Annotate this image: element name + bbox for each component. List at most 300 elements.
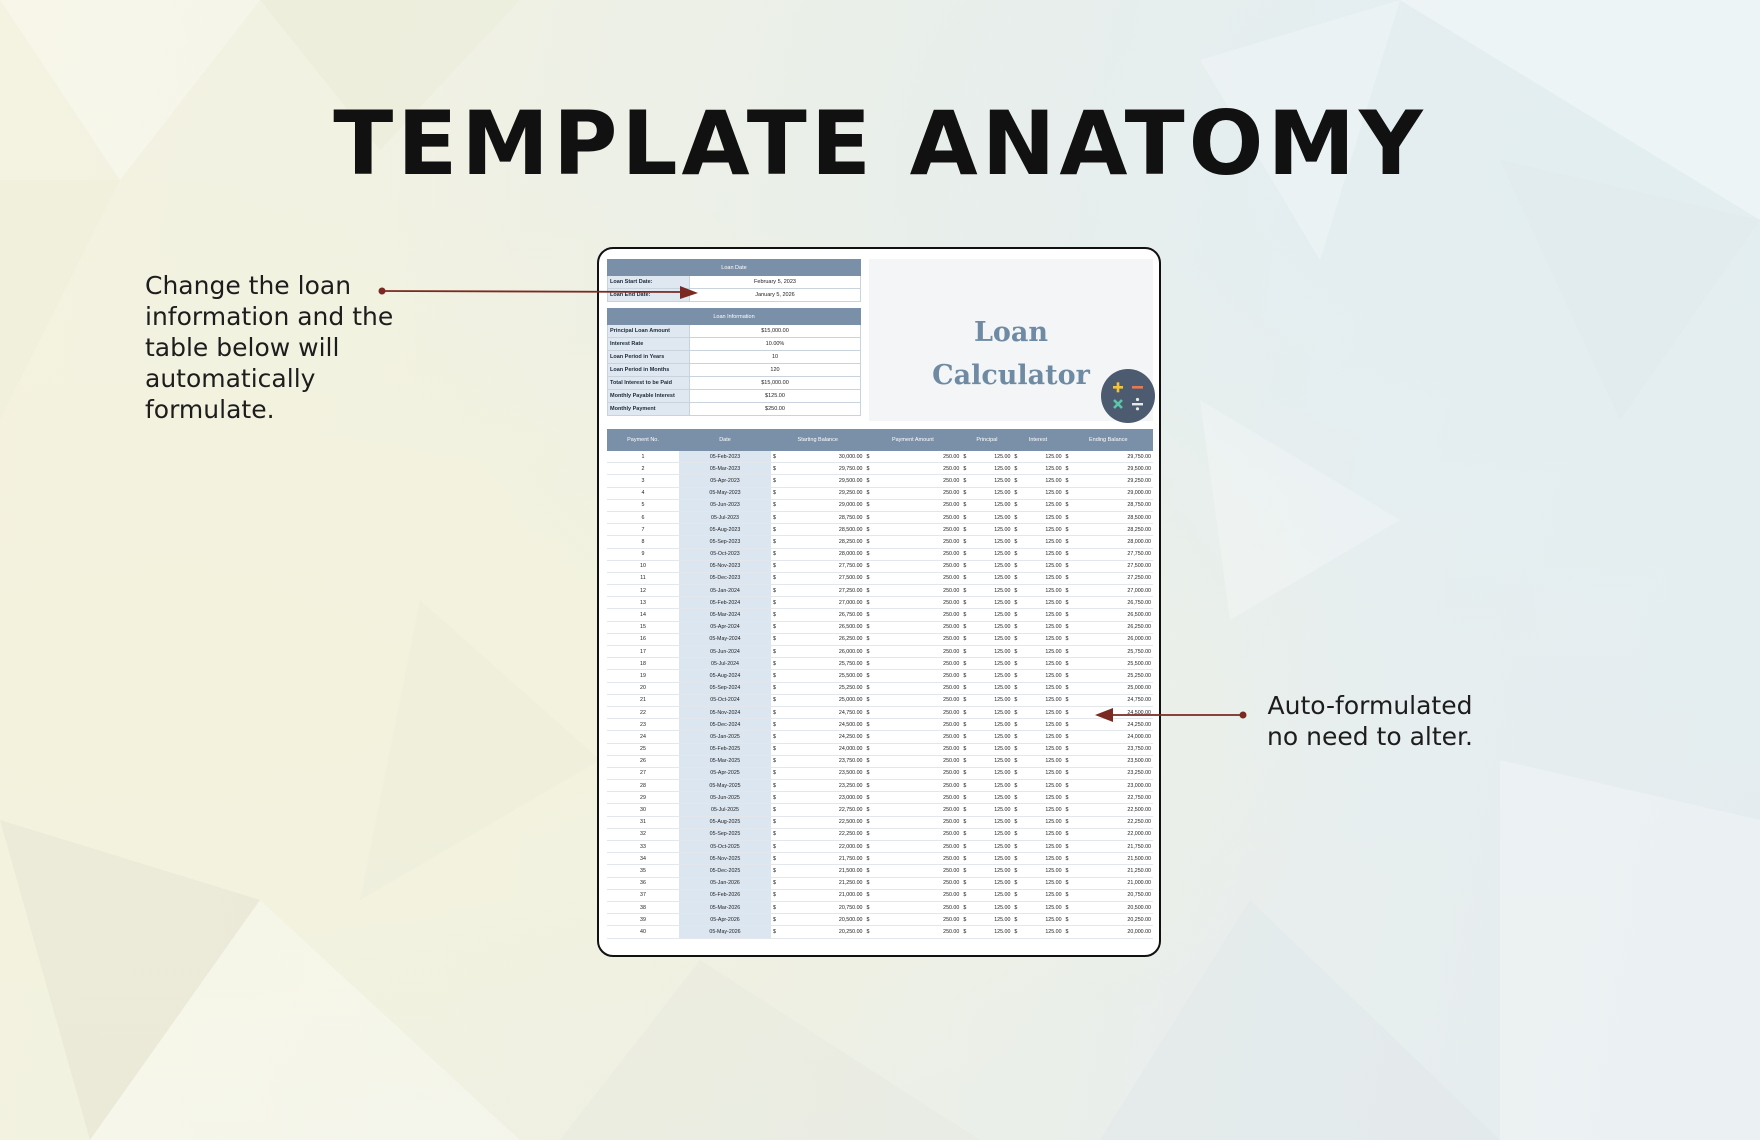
cell-value: 05-Feb-2023	[709, 453, 741, 460]
schedule-cell	[679, 548, 771, 560]
cell-value: 34	[640, 855, 646, 862]
currency-symbol: $	[866, 770, 870, 777]
cell-value: 125.00	[994, 709, 1011, 716]
cell-value: 23,250.00	[838, 782, 863, 789]
schedule-cell	[607, 524, 679, 536]
loan-info-label: Loan Period in Years	[608, 351, 690, 364]
schedule-cell	[864, 767, 961, 779]
schedule-cell	[1012, 719, 1063, 731]
schedule-cell	[1012, 621, 1063, 633]
currency-symbol: $	[963, 685, 967, 692]
schedule-cell	[1012, 804, 1063, 816]
cell-value: 250.00	[943, 538, 960, 545]
schedule-cell	[771, 633, 864, 645]
cell-value: 20,500.00	[1127, 904, 1151, 911]
currency-symbol: $	[963, 453, 967, 460]
schedule-cell	[771, 816, 864, 828]
currency-symbol: $	[866, 624, 870, 631]
currency-symbol: $	[963, 746, 967, 753]
cell-value: 22,750.00	[1127, 794, 1151, 801]
loan-info-value[interactable]: $15,000.00	[690, 377, 861, 390]
schedule-cell	[679, 706, 771, 718]
cell-value: 125.00	[994, 599, 1011, 606]
schedule-cell	[1012, 755, 1063, 767]
schedule-cell	[679, 597, 771, 609]
schedule-cell	[679, 780, 771, 792]
cell-value: 23,250.00	[1127, 770, 1151, 777]
schedule-cell	[864, 731, 961, 743]
schedule-cell	[607, 767, 679, 779]
cell-value: 250.00	[943, 636, 960, 643]
cell-value: 25,500.00	[838, 672, 863, 679]
currency-symbol: $	[866, 599, 870, 606]
schedule-cell	[961, 926, 1012, 938]
cell-value: 29,750.00	[838, 465, 863, 472]
schedule-cell	[1012, 926, 1063, 938]
schedule-cell	[1064, 853, 1153, 865]
loan-date-table	[607, 259, 861, 302]
cell-value: 13	[640, 599, 646, 606]
schedule-row	[607, 743, 1153, 755]
schedule-row	[607, 463, 1153, 475]
currency-symbol: $	[773, 867, 776, 874]
schedule-cell	[607, 548, 679, 560]
currency-symbol: $	[1014, 660, 1018, 667]
schedule-row	[607, 499, 1153, 511]
currency-symbol: $	[1065, 831, 1069, 838]
currency-symbol: $	[963, 867, 967, 874]
cell-value: 125.00	[994, 685, 1011, 692]
currency-symbol: $	[963, 636, 967, 643]
schedule-cell	[607, 816, 679, 828]
cell-value: 22,250.00	[838, 831, 863, 838]
schedule-row	[607, 572, 1153, 584]
cell-value: 24	[640, 733, 646, 740]
cell-value: 23,500.00	[1127, 758, 1151, 765]
cell-value: 33	[640, 843, 646, 850]
cell-value: 26,500.00	[838, 624, 863, 631]
currency-symbol: $	[773, 514, 776, 521]
schedule-cell	[679, 828, 771, 840]
cell-value: 05-Dec-2025	[709, 867, 741, 874]
schedule-row	[607, 658, 1153, 670]
currency-symbol: $	[963, 721, 967, 728]
schedule-cell	[679, 901, 771, 913]
cell-value: 125.00	[994, 502, 1011, 509]
cell-value: 29,750.00	[1127, 453, 1151, 460]
cell-value: 28,000.00	[838, 551, 863, 558]
cell-value: 125.00	[1045, 538, 1062, 545]
cell-value: 5	[641, 502, 645, 509]
currency-symbol: $	[1014, 819, 1018, 826]
loan-start-value[interactable]: February 5, 2023	[690, 276, 861, 289]
currency-symbol: $	[1065, 746, 1069, 753]
schedule-cell	[679, 646, 771, 658]
cell-value: 250.00	[943, 843, 960, 850]
schedule-cell	[679, 487, 771, 499]
schedule-cell	[961, 524, 1012, 536]
cell-value: 05-May-2024	[709, 636, 741, 643]
currency-symbol: $	[963, 465, 967, 472]
schedule-row	[607, 841, 1153, 853]
schedule-cell	[679, 731, 771, 743]
cell-value: 20,250.00	[1127, 916, 1151, 923]
cell-value: 25,000.00	[1127, 685, 1151, 692]
schedule-cell	[864, 499, 961, 511]
schedule-cell	[961, 499, 1012, 511]
schedule-cell	[1064, 694, 1153, 706]
currency-symbol: $	[963, 551, 967, 558]
cell-value: 26,250.00	[838, 636, 863, 643]
cell-value: 25,250.00	[1127, 672, 1151, 679]
cell-value: 22,250.00	[1127, 819, 1151, 826]
schedule-cell	[1012, 451, 1063, 463]
schedule-cell	[961, 670, 1012, 682]
schedule-cell	[607, 926, 679, 938]
cell-value: 21,000.00	[838, 892, 863, 899]
schedule-row	[607, 560, 1153, 572]
cell-value: 20,750.00	[838, 904, 863, 911]
schedule-cell	[771, 560, 864, 572]
currency-symbol: $	[866, 465, 870, 472]
currency-symbol: $	[1065, 709, 1069, 716]
schedule-cell	[1012, 597, 1063, 609]
schedule-cell	[864, 694, 961, 706]
schedule-cell	[679, 609, 771, 621]
cell-value: 27,250.00	[1127, 575, 1151, 582]
schedule-cell	[1064, 780, 1153, 792]
cell-value: 125.00	[994, 672, 1011, 679]
currency-symbol: $	[866, 563, 870, 570]
currency-symbol: $	[1014, 526, 1018, 533]
schedule-cell	[679, 816, 771, 828]
currency-symbol: $	[773, 587, 776, 594]
schedule-cell	[607, 609, 679, 621]
currency-symbol: $	[1014, 624, 1018, 631]
cell-value: 125.00	[994, 453, 1011, 460]
currency-symbol: $	[963, 514, 967, 521]
schedule-cell	[1064, 706, 1153, 718]
schedule-cell	[607, 451, 679, 463]
schedule-cell	[679, 877, 771, 889]
cell-value: 05-Nov-2024	[709, 709, 741, 716]
currency-symbol: $	[1065, 563, 1069, 570]
currency-symbol: $	[1014, 648, 1018, 655]
cell-value: 125.00	[994, 892, 1011, 899]
cell-value: 37	[640, 892, 646, 899]
currency-symbol: $	[1014, 916, 1018, 923]
schedule-cell	[607, 646, 679, 658]
currency-symbol: $	[866, 758, 870, 765]
currency-symbol: $	[773, 612, 776, 619]
currency-symbol: $	[1014, 465, 1018, 472]
cell-value: 28,500.00	[1127, 514, 1151, 521]
currency-symbol: $	[963, 819, 967, 826]
cell-value: 05-Apr-2023	[710, 477, 740, 484]
cell-value: 12	[640, 587, 646, 594]
cell-value: 250.00	[943, 697, 960, 704]
currency-symbol: $	[1014, 733, 1018, 740]
schedule-cell	[864, 621, 961, 633]
schedule-cell	[607, 633, 679, 645]
schedule-cell	[961, 609, 1012, 621]
cell-value: 16	[640, 636, 646, 643]
schedule-cell	[1064, 901, 1153, 913]
schedule-cell	[771, 487, 864, 499]
schedule-cell	[961, 560, 1012, 572]
loan-info-value[interactable]: $125.00	[690, 390, 861, 403]
schedule-row	[607, 597, 1153, 609]
schedule-cell	[771, 755, 864, 767]
currency-symbol: $	[866, 794, 870, 801]
currency-symbol: $	[773, 904, 776, 911]
schedule-row	[607, 511, 1153, 523]
cell-value: 22,000.00	[838, 843, 863, 850]
schedule-cell	[1064, 841, 1153, 853]
currency-symbol: $	[963, 892, 967, 899]
cell-value: 05-Jul-2024	[711, 660, 739, 667]
schedule-cell	[864, 597, 961, 609]
cell-value: 30	[640, 807, 646, 814]
cell-value: 05-May-2026	[709, 928, 741, 935]
currency-symbol: $	[963, 612, 967, 619]
schedule-cell	[1012, 706, 1063, 718]
schedule-cell	[1012, 865, 1063, 877]
cell-value: 125.00	[994, 514, 1011, 521]
cell-value: 250.00	[943, 685, 960, 692]
loan-info-value[interactable]: $250.00	[690, 403, 861, 416]
cell-value: 125.00	[1045, 514, 1062, 521]
currency-symbol: $	[963, 770, 967, 777]
schedule-cell	[961, 463, 1012, 475]
cell-value: 125.00	[1045, 916, 1062, 923]
schedule-cell	[1064, 633, 1153, 645]
cell-value: 250.00	[943, 770, 960, 777]
currency-symbol: $	[1014, 685, 1018, 692]
cell-value: 27,750.00	[838, 563, 863, 570]
currency-symbol: $	[1065, 855, 1069, 862]
schedule-cell	[1012, 853, 1063, 865]
currency-symbol: $	[773, 648, 776, 655]
currency-symbol: $	[1014, 697, 1018, 704]
cell-value: 125.00	[1045, 660, 1062, 667]
schedule-cell	[1064, 609, 1153, 621]
cell-value: 24,250.00	[838, 733, 863, 740]
currency-symbol: $	[1065, 538, 1069, 545]
schedule-cell	[961, 841, 1012, 853]
cell-value: 20,000.00	[1127, 928, 1151, 935]
currency-symbol: $	[1065, 904, 1069, 911]
currency-symbol: $	[1065, 794, 1069, 801]
schedule-cell	[1012, 780, 1063, 792]
currency-symbol: $	[1014, 551, 1018, 558]
schedule-cell	[961, 901, 1012, 913]
currency-symbol: $	[963, 624, 967, 631]
cell-value: 125.00	[1045, 831, 1062, 838]
cell-value: 05-Dec-2024	[709, 721, 741, 728]
loan-end-label: Loan End Date:	[608, 289, 690, 302]
schedule-cell	[771, 889, 864, 901]
schedule-cell	[961, 804, 1012, 816]
cell-value: 125.00	[1045, 587, 1062, 594]
cell-value: 25,500.00	[1127, 660, 1151, 667]
cell-value: 28,000.00	[1127, 538, 1151, 545]
cell-value: 250.00	[943, 904, 960, 911]
cell-value: 05-Dec-2023	[709, 575, 741, 582]
schedule-cell	[771, 828, 864, 840]
schedule-cell	[864, 463, 961, 475]
schedule-cell	[1064, 731, 1153, 743]
cell-value: 29,250.00	[1127, 477, 1151, 484]
cell-value: 250.00	[943, 831, 960, 838]
currency-symbol: $	[1014, 880, 1018, 887]
currency-symbol: $	[773, 770, 776, 777]
currency-symbol: $	[773, 758, 776, 765]
schedule-cell	[771, 548, 864, 560]
cell-value: 250.00	[943, 928, 960, 935]
currency-symbol: $	[1065, 587, 1069, 594]
cell-value: 30,000.00	[838, 453, 863, 460]
cell-value: 125.00	[1045, 599, 1062, 606]
cell-value: 125.00	[1045, 502, 1062, 509]
schedule-row	[607, 926, 1153, 938]
cell-value: 125.00	[994, 648, 1011, 655]
cell-value: 24,750.00	[1127, 697, 1151, 704]
currency-symbol: $	[866, 831, 870, 838]
cell-value: 125.00	[994, 880, 1011, 887]
cell-value: 05-Sep-2025	[709, 831, 741, 838]
cell-value: 250.00	[943, 672, 960, 679]
loan-info-value[interactable]: 10.00%	[690, 338, 861, 351]
loan-info-value[interactable]: $15,000.00	[690, 325, 861, 338]
cell-value: 125.00	[1045, 807, 1062, 814]
schedule-cell	[864, 816, 961, 828]
sheet-header-area	[607, 259, 1153, 421]
schedule-row	[607, 706, 1153, 718]
schedule-cell	[1012, 511, 1063, 523]
schedule-cell	[607, 914, 679, 926]
schedule-cell	[961, 865, 1012, 877]
currency-symbol: $	[773, 880, 776, 887]
currency-symbol: $	[773, 916, 776, 923]
cell-value: 125.00	[1045, 892, 1062, 899]
cell-value: 40	[640, 928, 646, 935]
currency-symbol: $	[1014, 855, 1018, 862]
cell-value: 22	[640, 709, 646, 716]
currency-symbol: $	[1014, 575, 1018, 582]
schedule-cell	[1012, 743, 1063, 755]
schedule-cell	[961, 719, 1012, 731]
loan-calculator-sheet	[607, 259, 1153, 939]
schedule-cell	[771, 646, 864, 658]
cell-value: 28,750.00	[838, 514, 863, 521]
cell-value: 125.00	[994, 770, 1011, 777]
schedule-row	[607, 475, 1153, 487]
cell-value: 250.00	[943, 648, 960, 655]
cell-value: 31	[640, 819, 646, 826]
schedule-cell	[607, 572, 679, 584]
schedule-cell	[864, 524, 961, 536]
schedule-cell	[864, 585, 961, 597]
schedule-cell	[607, 792, 679, 804]
cell-value: 27,000.00	[1127, 587, 1151, 594]
currency-symbol: $	[866, 587, 870, 594]
cell-value: 125.00	[994, 660, 1011, 667]
currency-symbol: $	[773, 807, 776, 814]
currency-symbol: $	[866, 612, 870, 619]
cell-value: 250.00	[943, 746, 960, 753]
schedule-row	[607, 731, 1153, 743]
cell-value: 125.00	[1045, 819, 1062, 826]
cell-value: 36	[640, 880, 646, 887]
cell-value: 15	[640, 624, 646, 631]
schedule-cell	[961, 451, 1012, 463]
schedule-cell	[1064, 926, 1153, 938]
loan-info-value[interactable]: 120	[690, 364, 861, 377]
schedule-cell	[1064, 536, 1153, 548]
cell-value: 125.00	[1045, 636, 1062, 643]
currency-symbol: $	[1065, 502, 1069, 509]
currency-symbol: $	[1065, 758, 1069, 765]
currency-symbol: $	[866, 782, 870, 789]
schedule-cell	[771, 511, 864, 523]
currency-symbol: $	[1065, 465, 1069, 472]
cell-value: 05-Oct-2025	[710, 843, 740, 850]
schedule-cell	[679, 585, 771, 597]
currency-symbol: $	[1014, 563, 1018, 570]
schedule-cell	[1012, 463, 1063, 475]
schedule-cell	[771, 694, 864, 706]
schedule-cell	[1064, 889, 1153, 901]
schedule-cell	[1012, 609, 1063, 621]
cell-value: 28	[640, 782, 646, 789]
schedule-cell	[679, 719, 771, 731]
col-principal: Principal	[961, 429, 1012, 451]
cell-value: 125.00	[1045, 709, 1062, 716]
cell-value: 125.00	[994, 551, 1011, 558]
schedule-cell	[679, 560, 771, 572]
currency-symbol: $	[866, 477, 870, 484]
cell-value: 21,750.00	[838, 855, 863, 862]
cell-value: 25,250.00	[838, 685, 863, 692]
schedule-cell	[1064, 646, 1153, 658]
currency-symbol: $	[963, 916, 967, 923]
loan-end-value[interactable]: January 5, 2026	[690, 289, 861, 302]
cell-value: 11	[640, 575, 646, 582]
loan-info-value[interactable]: 10	[690, 351, 861, 364]
cell-value: 35	[640, 867, 646, 874]
cell-value: 250.00	[943, 477, 960, 484]
schedule-cell	[961, 475, 1012, 487]
schedule-cell	[1012, 536, 1063, 548]
currency-symbol: $	[773, 490, 776, 497]
schedule-cell	[607, 877, 679, 889]
cell-value: 250.00	[943, 660, 960, 667]
loan-info-label: Loan Period in Months	[608, 364, 690, 377]
currency-symbol: $	[866, 916, 870, 923]
currency-symbol: $	[1065, 685, 1069, 692]
currency-symbol: $	[1014, 794, 1018, 801]
schedule-cell	[1064, 743, 1153, 755]
cell-value: 24,500.00	[838, 721, 863, 728]
schedule-cell	[864, 572, 961, 584]
schedule-cell	[607, 804, 679, 816]
schedule-row	[607, 719, 1153, 731]
loan-info-label: Total Interest to be Paid	[608, 377, 690, 390]
schedule-row	[607, 621, 1153, 633]
cell-value: 250.00	[943, 514, 960, 521]
cell-value: 125.00	[1045, 904, 1062, 911]
